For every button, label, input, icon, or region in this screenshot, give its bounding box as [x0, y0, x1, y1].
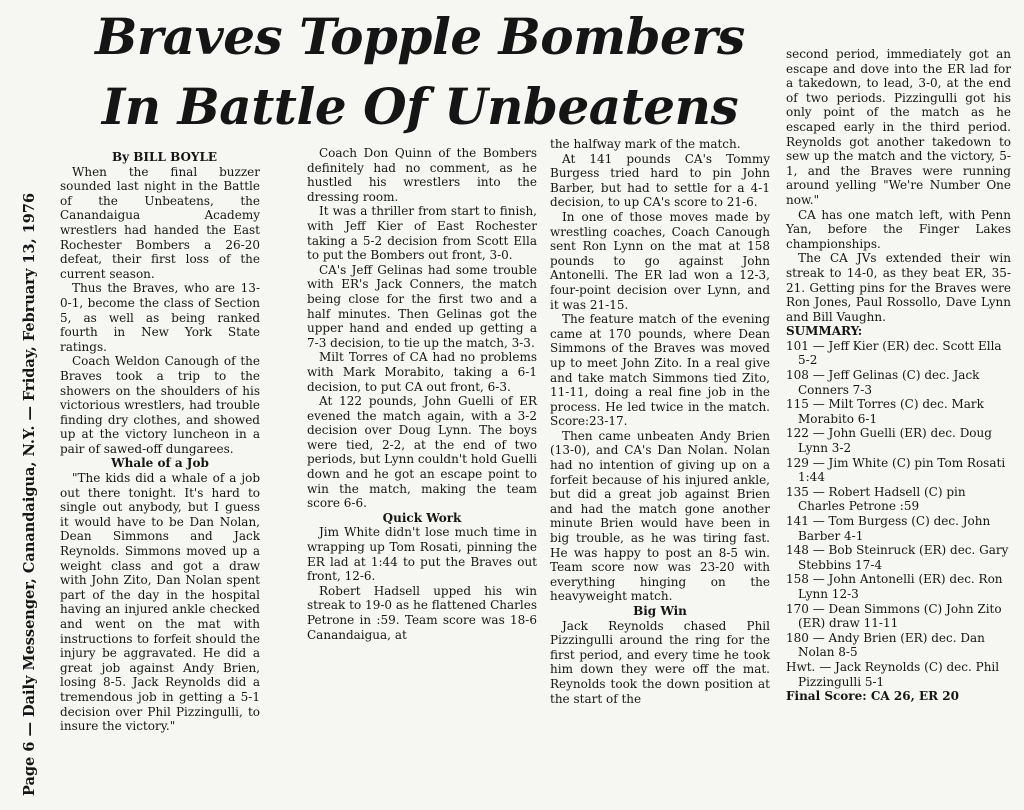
result-line: 180 — Andy Brien (ER) dec. Dan Nolan 8-5 [786, 630, 985, 660]
paragraph: The CA JVs extended their win streak to 14-0, as they beat ER, 35-21. Getting pins for the Braves were Ron Jones, Paul Rossollo, Dave Lynn and Bill Vaughn. [786, 251, 1011, 324]
result-line: 135 — Robert Hadsell (C) pin Charles Petrone :59 [786, 484, 966, 514]
result-line: 158 — John Antonelli (ER) dec. Ron Lynn 12-3 [786, 572, 1003, 601]
result-line: 101 — Jeff Kier (ER) dec. Scott Ella 5-2 [786, 338, 1002, 368]
result-line: 141 — Tom Burgess (C) dec. John Barber 4-1 [786, 514, 991, 543]
result-line: 108 — Jeff Gelinas (C) dec. Jack Conners 7-3 [786, 368, 980, 397]
paragraph: CA has one match left, with Penn Yan, before the Finger Lakes championships. [786, 207, 1011, 251]
paragraph: the halfway mark of the match. [550, 137, 741, 151]
article-column-2 [307, 146, 537, 642]
paragraph: Jack Reynolds chased Phil Pizzingulli around the ring for the first period, and every time he took him down they were off the mat. Reynolds took the down position at the start of the [550, 618, 770, 706]
result-line: 170 — Dean Simmons (C) John Zito (ER) draw 11-11 [786, 601, 1002, 631]
paragraph: At 122 pounds, John Guelli of ER evened the match again, with a 3-2 decision over Doug Lynn. The boys were tied, 2-2, at the end of two periods, but Lynn couldn't hold Guelli down and he got an escape point to win the match, making the team score 6-6. [307, 394, 537, 511]
result-line: Hwt. — Jack Reynolds (C) dec. Phil Pizzingulli 5-1 [786, 659, 1000, 689]
paragraph: When the final buzzer sounded last night in the Battle of the Unbeatens, the Canandaigua Academy wrestlers had handed the East Rochester Bombers a 26-20 defeat, their first loss of the current season. [60, 164, 260, 281]
article-column-3 [550, 137, 770, 706]
headline-line-1: Braves Topple Bombers [95, 7, 745, 66]
paragraph: "The kids did a whale of a job out there tonight. It's hard to single out anybody, but I guess it would have to be Dan Nolan, Dean Simmons and Jack Reynolds. Simmons moved up a weight class and got a draw with John Zito, Dan Nolan spent part of the day in the hospital having an injured ankle checked and went on the mat with instructions to forfeit should the injury be aggravated. He did a great job against Andy Brien, losing 8-5. Jack Reynolds did a tremendous job in getting a 5-1 decision over Phil Pizzingulli, to insure the victory." [60, 471, 260, 734]
paragraph: Thus the Braves, who are 13-0-1, become the class of Section 5, as well as being ranked fourth in New York State ratings. [60, 281, 260, 354]
summary-label: SUMMARY: [786, 324, 863, 339]
result-line: 148 — Bob Steinruck (ER) dec. Gary Stebbins 17-4 [786, 543, 1009, 572]
paragraph: It was a thriller from start to finish, with Jeff Kier of East Rochester taking a 5-2 decision from Scott Ella to put the Bombers out front, 3-0. [307, 204, 537, 263]
subheading: Quick Work [382, 510, 462, 525]
headline-line-2: In Battle Of Unbeatens [101, 77, 739, 136]
paragraph: CA's Jeff Gelinas had some trouble with ER's Jack Conners, the match being close for the first two and a half minutes. Then Gelinas got the upper hand and ended up getting a 7-3 decision, to tie up the match, 3-3. [307, 262, 537, 350]
paragraph: Then came unbeaten Andy Brien (13-0), and CA's Dan Nolan. Nolan had no intention of giving up on a forfeit because of his injured ankle, but did a great job against Brien and had the match gone another minute Brien would have been in big trouble, as he was tiring fast. He was happy to post an 8-5 win. Team score now was 23-20 with everything hinging on the heavyweight match. [550, 428, 770, 604]
paragraph: Milt Torres of CA had no problems with Mark Morabito, taking a 6-1 decision, to put CA out front, 6-3. [307, 350, 537, 394]
paragraph: Coach Weldon Canough of the Braves took a trip to the showers on the shoulders of his victorious wrestlers, had trouble finding dry clothes, and showed up at the victory luncheon in a pair of sawed-off dungarees. [60, 354, 260, 456]
page-dateline: Page 6 — Daily Messenger, Canandaigua, N.Y. — Friday, February 13, 1976 [21, 192, 38, 796]
paragraph: Jim White didn't lose much time in wrapping up Tom Rosati, pinning the ER lad at 1:44 to put the Braves out front, 12-6. [307, 525, 537, 584]
article-column-4 [786, 47, 1011, 704]
results-list [786, 339, 1011, 689]
result-line: 115 — Milt Torres (C) dec. Mark Morabito 6-1 [786, 397, 984, 426]
result-line: 122 — John Guelli (ER) dec. Doug Lynn 3-2 [786, 426, 992, 456]
paragraph: Coach Don Quinn of the Bombers definitely had no comment, as he hustled his wrestlers into the dressing room. [307, 146, 537, 204]
article-column-1 [60, 150, 260, 734]
paragraph: Robert Hadsell upped his win streak to 19-0 as he flattened Charles Petrone in :59. Team score was 18-6 Canandaigua, at [307, 583, 537, 642]
subheading: Whale of a Job [111, 456, 209, 471]
paragraph: At 141 pounds CA's Tommy Burgess tried hard to pin John Barber, but had to settle for a 4-1 decision, to up CA's score to 21-6. [550, 151, 770, 210]
byline: By BILL BOYLE [112, 150, 218, 164]
paragraph: second period, immediately got an escape and dove into the ER lad for a takedown, to lead, 3-0, at the end of two periods. Pizzingulli got his only point of the match as he escaped early in the third period. Reynolds got another takedown to sew up the match and the victory, 5-1, and the Braves were running around yelling "We're Number One now." [786, 47, 1011, 207]
paragraph: In one of those moves made by wrestling coaches, Coach Canough sent Ron Lynn on the mat at 158 pounds to go against John Antonelli. The ER lad won a 12-3, four-point decision over Lynn, and it was 21-15. [550, 209, 770, 312]
paragraph: The feature match of the evening came at 170 pounds, where Dean Simmons of the Braves was moved up to meet John Zito. In a real give and take match Simmons tied Zito, 11-11, doing a real fine job in the process. He led twice in the match. Score:23-17. [550, 312, 770, 429]
subheading: Big Win [633, 604, 687, 618]
final-score: Final Score: CA 26, ER 20 [786, 689, 959, 704]
result-line: 129 — Jim White (C) pin Tom Rosati 1:44 [786, 455, 1006, 485]
